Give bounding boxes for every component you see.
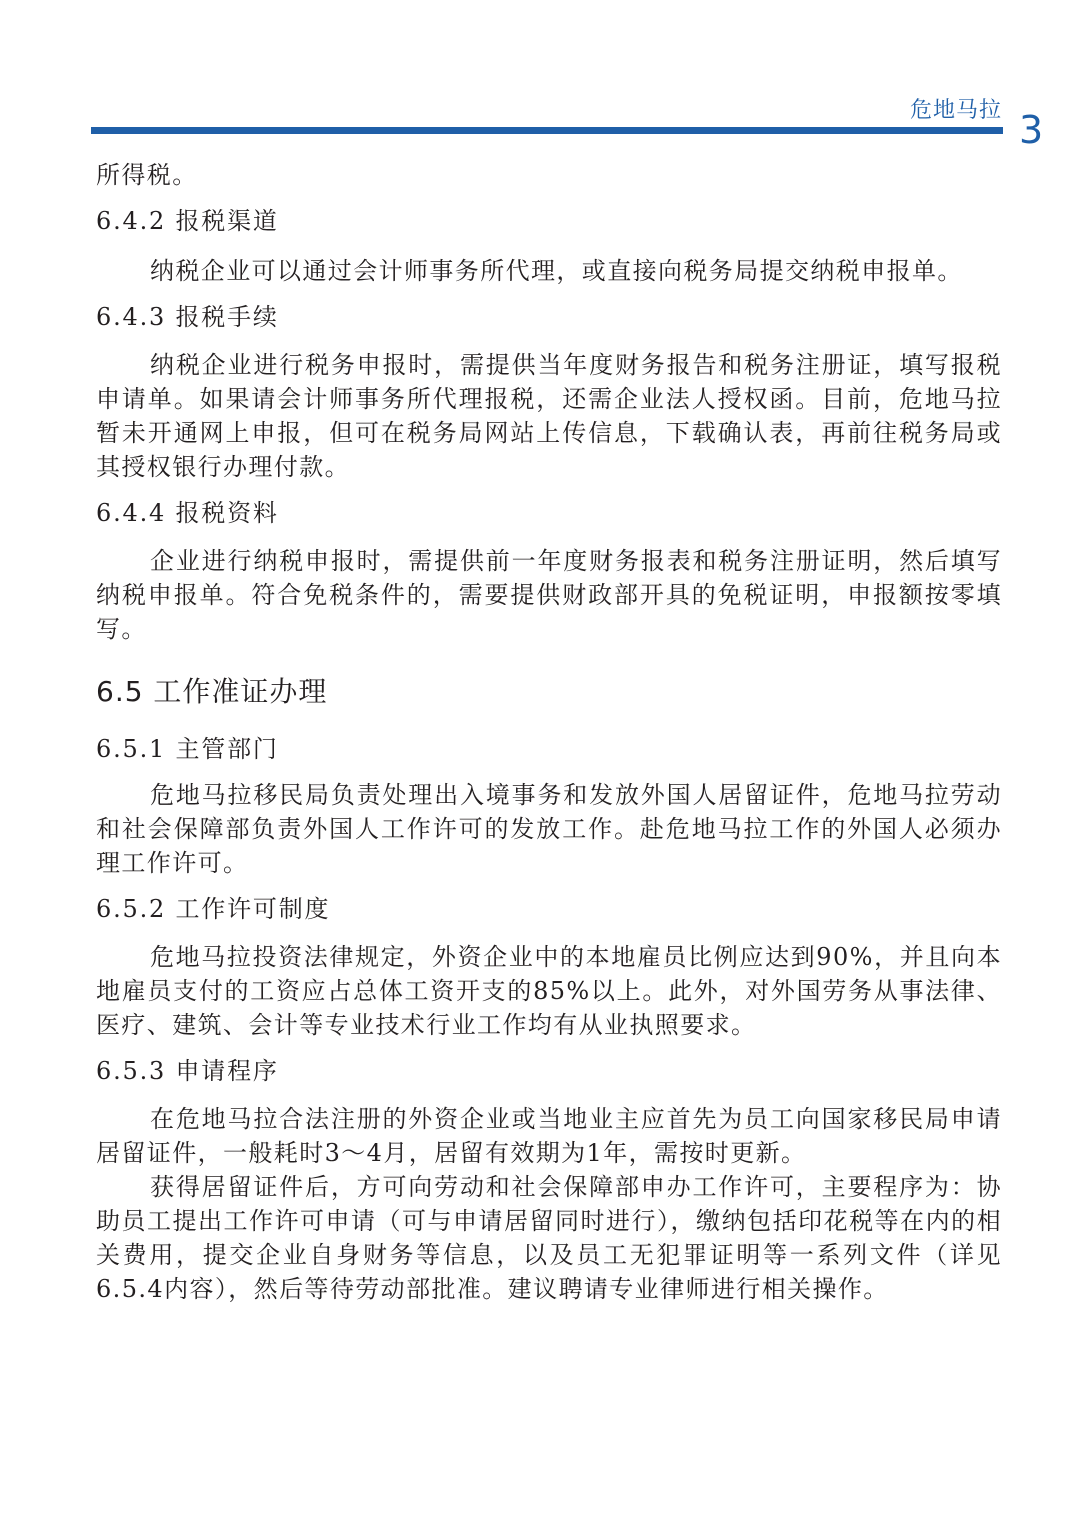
heading-6-4-4: 6.4.4 报税资料 <box>96 499 279 527</box>
page-body <box>96 158 1002 1306</box>
heading-6-4-3: 6.4.3 报税手续 <box>96 303 279 331</box>
paragraph-6-4-4: 企业进行纳税申报时，需提供前一年度财务报表和税务注册证明，然后填写纳税申报单。符合免税条件的，需要提供财政部开具的免税证明，申报额按零填写。 <box>96 547 1002 643</box>
header-rule <box>91 127 1003 134</box>
header-title: 危地马拉 <box>909 98 1002 123</box>
paragraph-6-4-2: 纳税企业可以通过会计师事务所代理，或直接向税务局提交纳税申报单。 <box>150 257 963 285</box>
page-number: 3 <box>1019 108 1044 152</box>
heading-6-5-1: 6.5.1 主管部门 <box>96 735 279 763</box>
paragraph-6-5-3-b: 获得居留证件后，方可向劳动和社会保障部申办工作许可，主要程序为：协助员工提出工作许可申请（可与申请居留同时进行），缴纳包括印花税等在内的相关费用，提交企业自身财务等信息，以及员工无犯罪证明等一系列文件（详见6.5.4内容），然后等待劳动部批准。建议聘请专业律师进行相关操作。 <box>96 1173 1002 1303</box>
heading-6-5: 6.5 工作准证办理 <box>96 675 328 708</box>
paragraph-6-5-1: 危地马拉移民局负责处理出入境事务和发放外国人居留证件，危地马拉劳动和社会保障部负责外国人工作许可的发放工作。赴危地马拉工作的外国人必须办理工作许可。 <box>96 781 1002 877</box>
heading-6-5-3: 6.5.3 申请程序 <box>96 1057 279 1085</box>
paragraph-6-5-3-a: 在危地马拉合法注册的外资企业或当地业主应首先为员工向国家移民局申请居留证件，一般耗时3～4月，居留有效期为1年，需按时更新。 <box>96 1105 1002 1167</box>
paragraph-6-5-2: 危地马拉投资法律规定，外资企业中的本地雇员比例应达到90%，并且向本地雇员支付的工资应占总体工资开支的85%以上。此外，对外国劳务从事法律、医疗、建筑、会计等专业技术行业工作均有从业执照要求。 <box>96 943 1002 1039</box>
heading-6-5-2: 6.5.2 工作许可制度 <box>96 895 331 923</box>
paragraph-continuation: 所得税。 <box>96 161 198 189</box>
heading-6-4-2: 6.4.2 报税渠道 <box>96 207 279 235</box>
paragraph-6-4-3: 纳税企业进行税务申报时，需提供当年度财务报告和税务注册证，填写报税申请单。如果请会计师事务所代理报税，还需企业法人授权函。目前，危地马拉暂未开通网上申报，但可在税务局网站上传信息，下载确认表，再前往税务局或其授权银行办理付款。 <box>96 351 1002 481</box>
